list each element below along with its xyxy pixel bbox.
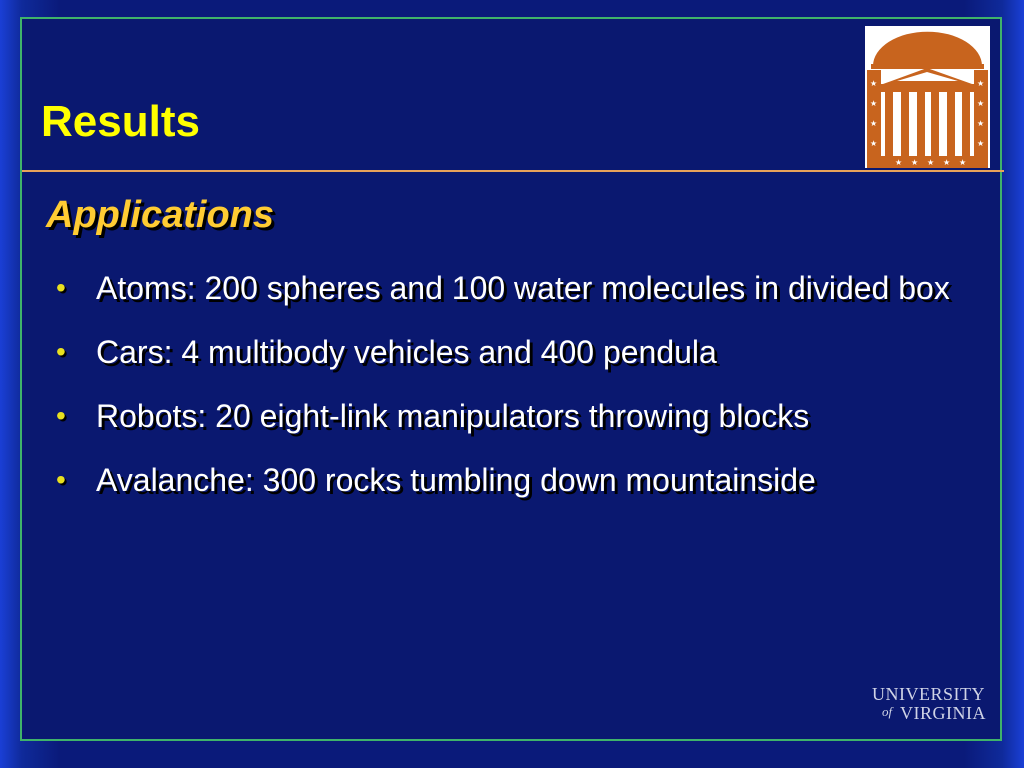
bullet-list bbox=[56, 264, 956, 520]
svg-text:★: ★ bbox=[927, 158, 935, 167]
bullet-text: Atoms: 200 spheres and 100 water molecules in divided box bbox=[96, 270, 950, 306]
bullet-dot-icon: • bbox=[56, 464, 66, 495]
slide-title: Results bbox=[41, 97, 200, 146]
bullet-text: Avalanche: 300 rocks tumbling down mountainside bbox=[96, 462, 816, 498]
bullet-dot-icon: • bbox=[56, 272, 66, 303]
wordmark-of: of bbox=[882, 704, 893, 719]
rotunda-logo-graphic bbox=[865, 26, 990, 168]
title-divider bbox=[22, 170, 1004, 172]
svg-text:★: ★ bbox=[977, 79, 985, 88]
bullet-item-atoms bbox=[56, 264, 956, 312]
svg-text:★: ★ bbox=[959, 158, 967, 167]
wordmark-virginia: VIRGINIA bbox=[900, 703, 986, 723]
bullet-item-cars bbox=[56, 328, 956, 376]
wordmark-university: UNIVERSITY bbox=[872, 684, 985, 704]
university-wordmark bbox=[872, 684, 996, 728]
section-subtitle: Applications bbox=[46, 194, 275, 236]
bullet-item-avalanche bbox=[56, 456, 956, 504]
bullet-text: Robots: 20 eight-link manipulators throwing blocks bbox=[96, 398, 810, 434]
rotunda-logo-icon bbox=[865, 26, 990, 168]
bullet-dot-icon: • bbox=[56, 336, 66, 367]
svg-text:★: ★ bbox=[977, 119, 985, 128]
svg-text:★: ★ bbox=[870, 119, 878, 128]
svg-text:★: ★ bbox=[977, 139, 985, 148]
svg-text:★: ★ bbox=[870, 139, 878, 148]
bullet-text: Cars: 4 multibody vehicles and 400 pendula bbox=[96, 334, 717, 370]
svg-text:★: ★ bbox=[870, 79, 878, 88]
svg-text:★: ★ bbox=[870, 99, 878, 108]
bullet-item-robots bbox=[56, 392, 956, 440]
bullet-dot-icon: • bbox=[56, 400, 66, 431]
svg-text:★: ★ bbox=[895, 158, 903, 167]
svg-text:★: ★ bbox=[977, 99, 985, 108]
svg-text:★: ★ bbox=[911, 158, 919, 167]
svg-text:★: ★ bbox=[943, 158, 951, 167]
